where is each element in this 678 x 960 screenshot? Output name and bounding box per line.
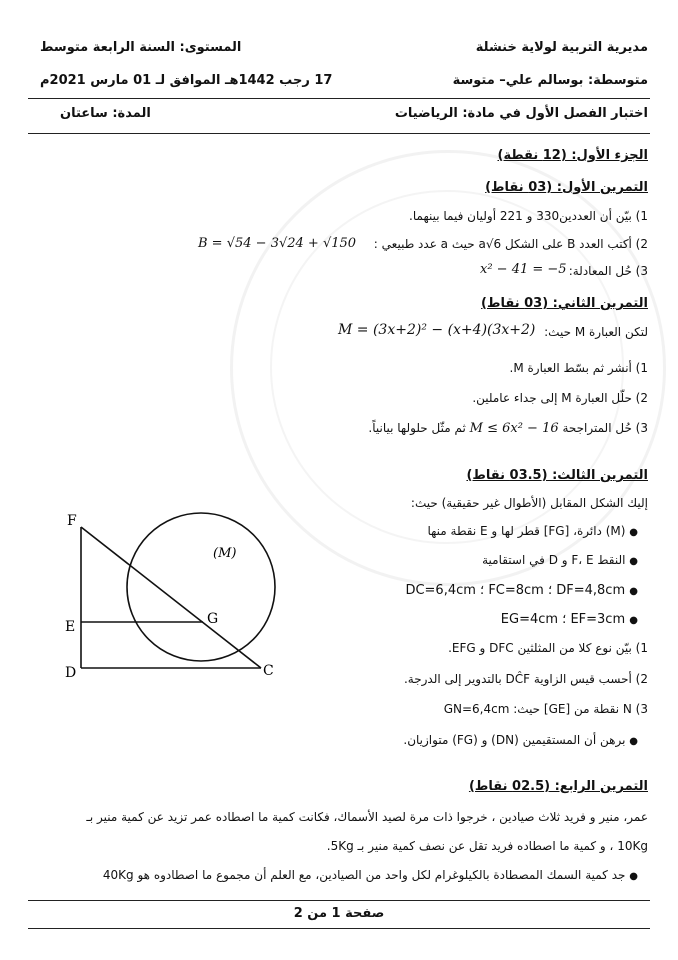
bullet-icon: ●: [629, 527, 638, 538]
circle-m: [127, 513, 275, 661]
ex4-bullet: ● جد كمية السمك المصطادة بالكيلوغرام لكل واحد من الصيادين، مع العلم أن مجموع ما اصطادوه هو 40Kg: [102, 868, 638, 882]
bullet-icon: ●: [629, 586, 638, 597]
bullet-icon: ●: [629, 615, 638, 626]
header-exam: اختبار الفصل الأول في مادة: الرياضيات: [394, 106, 648, 121]
ex2-q2: 2) حلّل العبارة M إلى جداء عاملين.: [472, 391, 648, 405]
label-f: F: [67, 513, 77, 529]
ex1-q3-equation: x² − 41 = −5: [480, 262, 567, 277]
ex3-bullet-4: ● EF=3cm ؛ EG=4cm: [500, 612, 638, 627]
ex3-q3: 3) N نقطة من [GE] حيث: GN=6,4cm: [443, 702, 648, 716]
ex3-bullet-3: ● DF=4,8cm ؛ FC=8cm ؛ DC=6,4cm: [405, 583, 638, 598]
ex3-q3-bullet: ● برهن أن المستقيمين (DN) و (FG) متوازيان.: [403, 733, 638, 747]
label-d: D: [65, 665, 77, 681]
ex2-q3-end: ثم مثّل حلولها بيانياً.: [368, 421, 466, 435]
header-date: 17 رجب 1442هـ الموافق لـ 01 مارس 2021م: [40, 73, 333, 88]
label-circle-m: (M): [213, 546, 237, 561]
ex3-intro: إليك الشكل المقابل (الأطوال غير حقيقية) حيث:: [410, 496, 648, 510]
ex2-intro: لتكن العبارة M حيث:: [544, 325, 648, 339]
header-school: متوسطة: بوسالم علي– متوسة: [452, 73, 648, 88]
ex2-q3: [368, 421, 648, 436]
label-e: E: [65, 619, 76, 635]
ex2-q3-text: 3) حُل المتراجحة: [562, 421, 648, 435]
header-divider: [28, 98, 650, 99]
ex2-title: التمرين الثاني: (03 نقاط): [481, 296, 648, 311]
header-directorate: مديرية التربية لولاية خنشلة: [475, 40, 648, 55]
ex4-paragraph-2: 10Kg ، و كمية ما اصطاده فريد تقل عن نصف كمية منير بـ 5Kg.: [326, 839, 648, 853]
label-c: C: [263, 663, 274, 679]
ex3-q2: 2) أحسب قيس الزاوية DĈF بالتدوير إلى الدرجة.: [403, 672, 648, 686]
ex1-q3: 3) حُل المعادلة:: [568, 264, 648, 278]
ex2-expression: M = (3x+2)² − (x+4)(3x+2): [338, 322, 536, 338]
ex2-q3-inequality: M ≤ 6x² − 16: [469, 421, 559, 436]
header-duration: المدة: ساعتان: [60, 106, 151, 121]
header-divider-2: [28, 133, 650, 134]
footer-divider: [28, 900, 650, 901]
footer-page-number: صفحة 1 من 2: [293, 906, 385, 921]
ex3-bullet-1: ● (M) دائرة، [FG] قطر لها و E نقطة منها: [427, 524, 638, 538]
ex1-q2-formula: B = √54 − 3√24 + √150: [198, 236, 357, 251]
ex1-q2: 2) أكتب العدد B على الشكل a√6 حيث a عدد طبيعي :: [373, 237, 648, 251]
bullet-icon: ●: [629, 736, 638, 747]
bullet-icon: ●: [629, 556, 638, 567]
ex4-title: التمرين الرابع: (02.5 نقاط): [468, 779, 648, 794]
ex3-bullet-2: ● النقط F، E و D في استقامية: [482, 553, 638, 567]
ex4-paragraph-1: عمر، منير و فريد ثلاث صيادين ، خرجوا ذات مرة لصيد الأسماك، فكانت كمية ما اصطاده عمر تزيد عن كمية منير بـ: [86, 810, 648, 824]
ex3-title: التمرين الثالث: (03.5 نقاط): [466, 468, 648, 483]
ex3-q1: 1) بيّن نوع كلا من المثلثين DFC و EFG.: [448, 641, 648, 655]
ex1-title: التمرين الأول: (03 نقاط): [485, 180, 648, 195]
label-g: G: [207, 611, 219, 627]
footer-divider-2: [28, 928, 650, 929]
ex1-q1: 1) بيّن أن العددين330 و 221 أوليان فيما بينهما.: [409, 209, 648, 223]
geometry-figure: [55, 505, 295, 685]
bullet-icon: ●: [629, 871, 638, 882]
part1-title: الجزء الأول: (12 نقطة): [497, 148, 648, 163]
header-level: المستوى: السنة الرابعة متوسط: [40, 40, 242, 55]
ex2-q1: 1) أنشر ثم بسّط العبارة M.: [509, 361, 648, 375]
